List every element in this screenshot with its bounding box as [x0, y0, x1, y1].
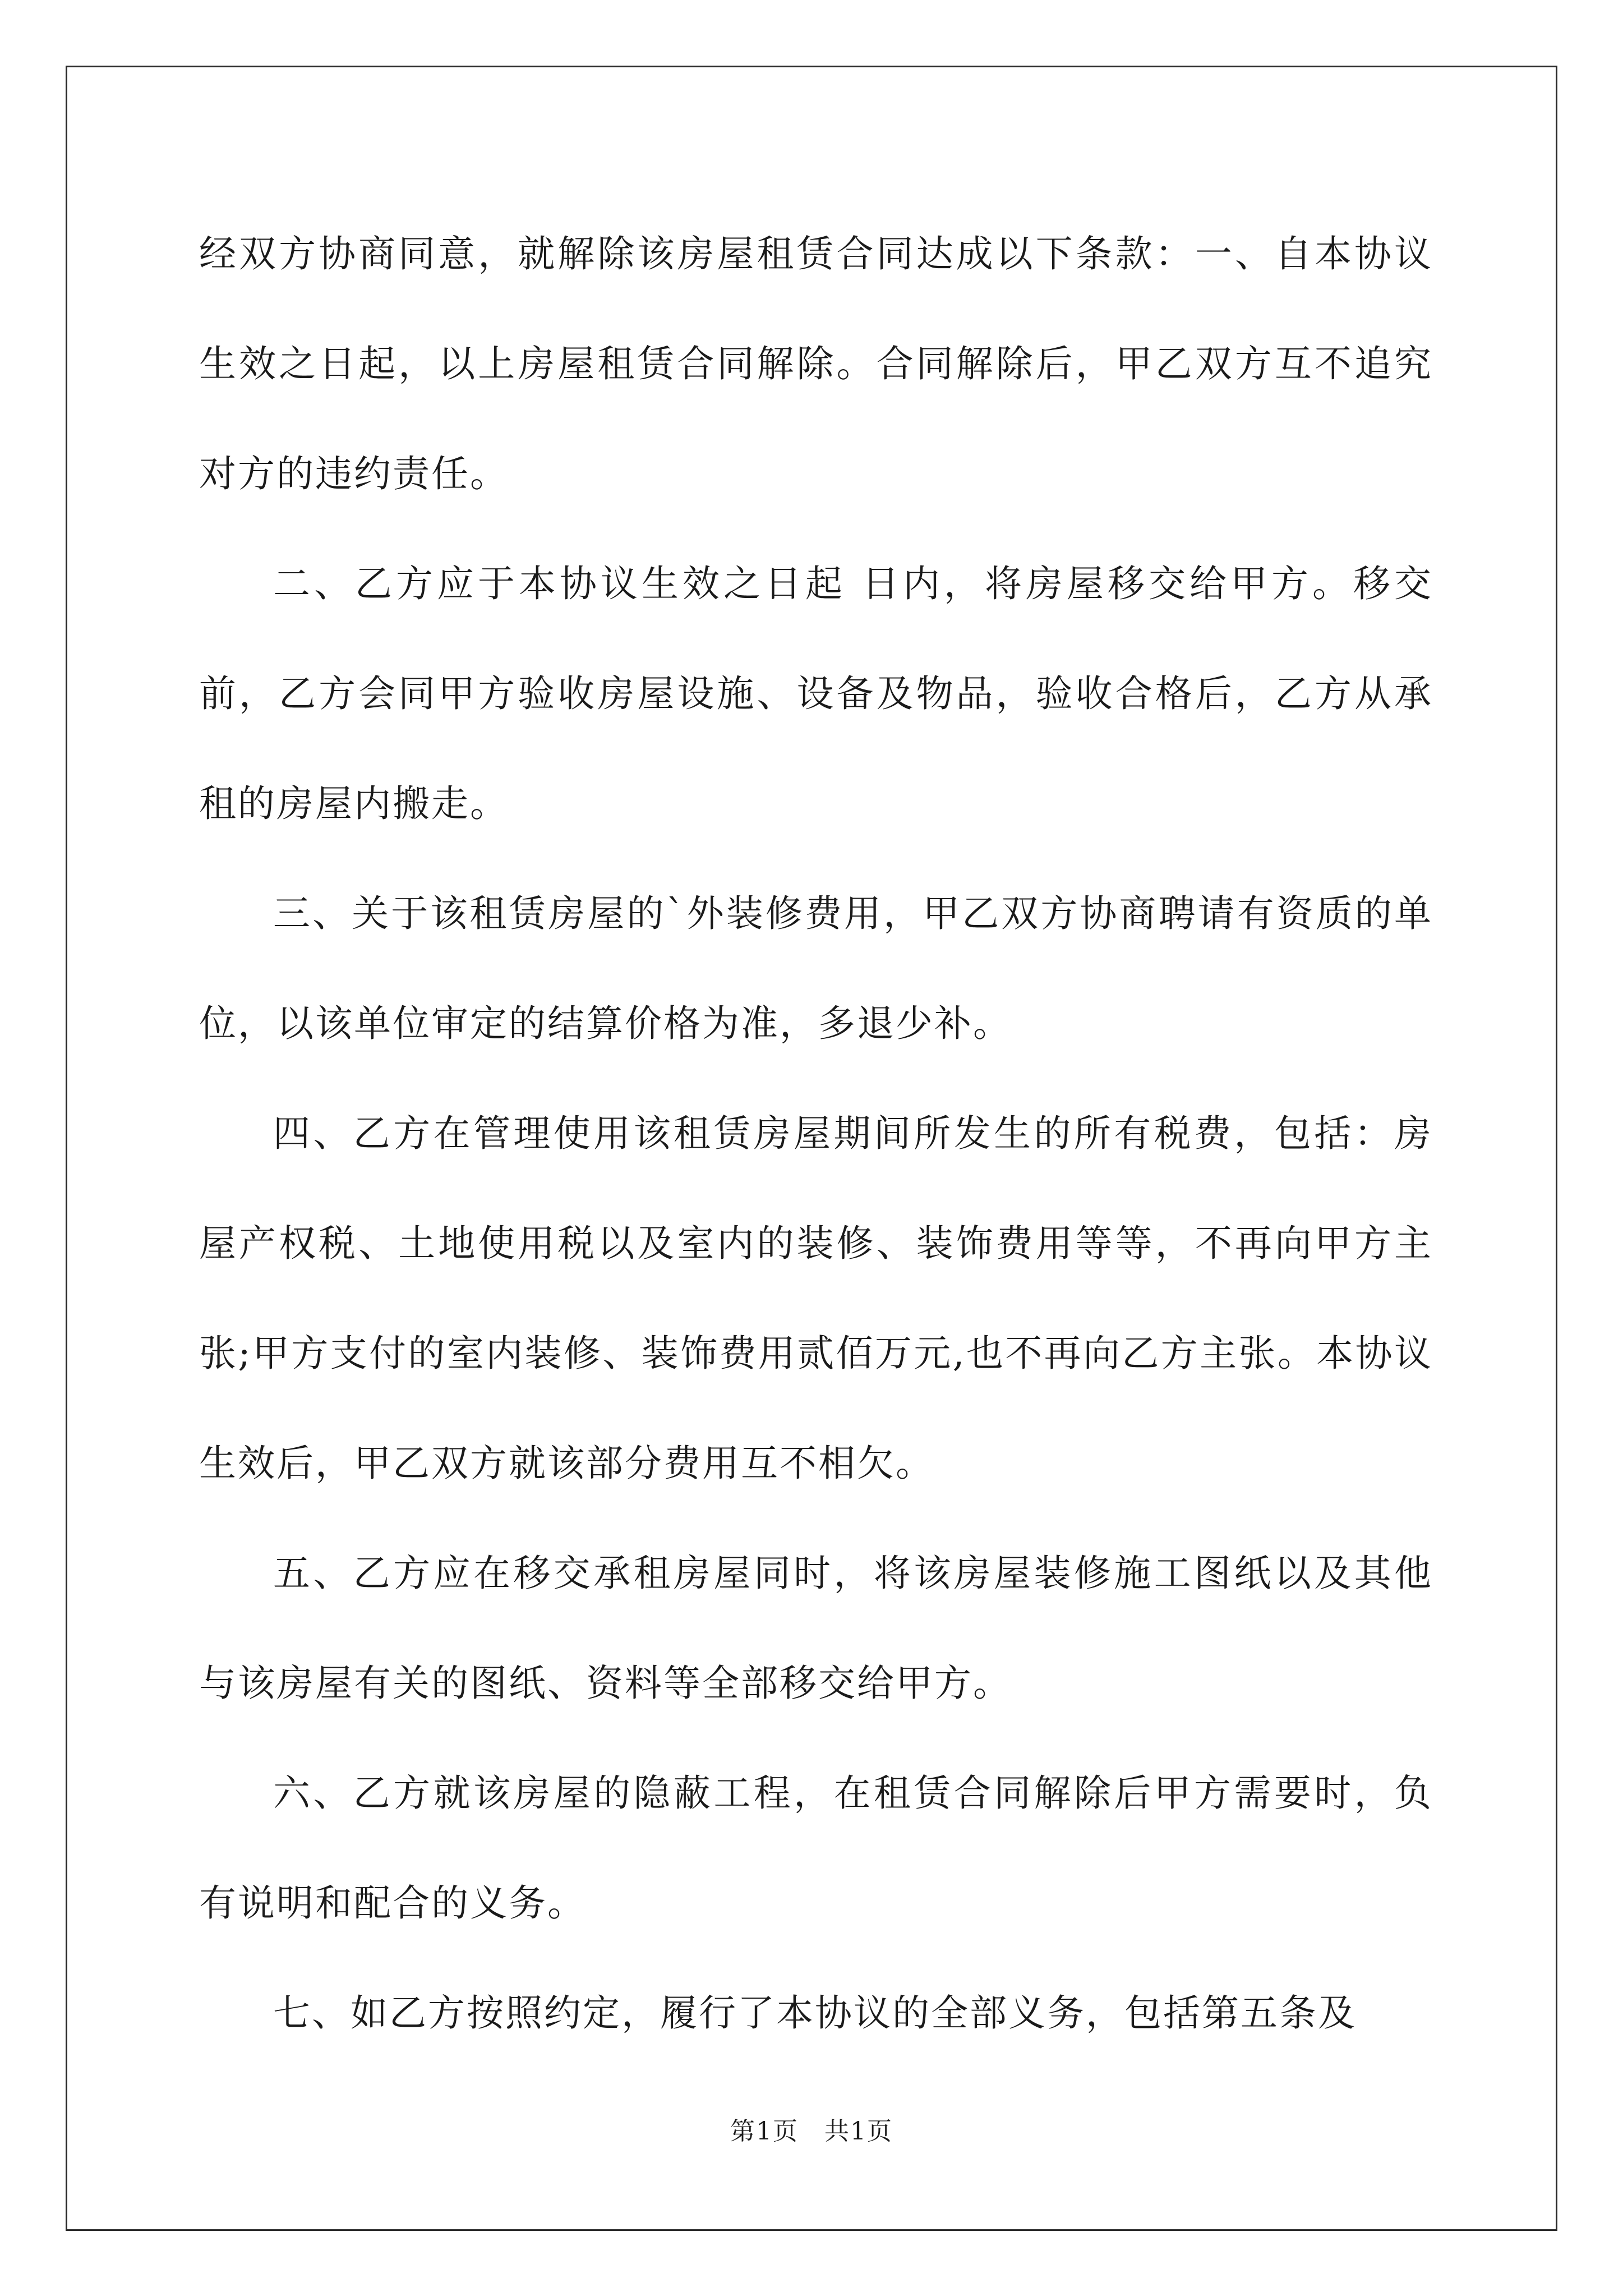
- paragraph-4: 四、乙方在管理使用该租赁房屋期间所发生的所有税费，包括：房屋产权税、土地使用税以及室内的装修、装饰费用等等，不再向甲方主张;甲方支付的室内装修、装饰费用贰佰万元,也不再向乙方主张。本协议生效后，甲乙双方就该部分费用互不相欠。: [199, 1112, 1433, 1485]
- paragraph-6: 六、乙方就该房屋的隐蔽工程，在租赁合同解除后甲方需要时，负有说明和配合的义务。: [199, 1772, 1433, 1925]
- paragraph-3: 三、关于该租赁房屋的`外装修费用，甲乙双方协商聘请有资质的单位，以该单位审定的结算价格为准，多退少补。: [199, 892, 1433, 1045]
- paragraph-7: 七、如乙方按照约定，履行了本协议的全部义务，包括第五条及: [273, 1991, 1357, 2035]
- document-body: [199, 199, 1433, 2068]
- paragraph-2: 二、乙方应于本协议生效之日起 日内，将房屋移交给甲方。移交前，乙方会同甲方验收房屋设施、设备及物品，验收合格后，乙方从承租的房屋内搬走。: [199, 562, 1433, 825]
- page-footer: 第1页 共1页: [730, 2117, 893, 2146]
- paragraph-5: 五、乙方应在移交承租房屋同时，将该房屋装修施工图纸以及其他与该房屋有关的图纸、资料等全部移交给甲方。: [199, 1552, 1433, 1705]
- paragraph-1: 经双方协商同意，就解除该房屋租赁合同达成以下条款：一、自本协议生效之日起，以上房屋租赁合同解除。合同解除后，甲乙双方互不追究对方的违约责任。: [199, 232, 1433, 495]
